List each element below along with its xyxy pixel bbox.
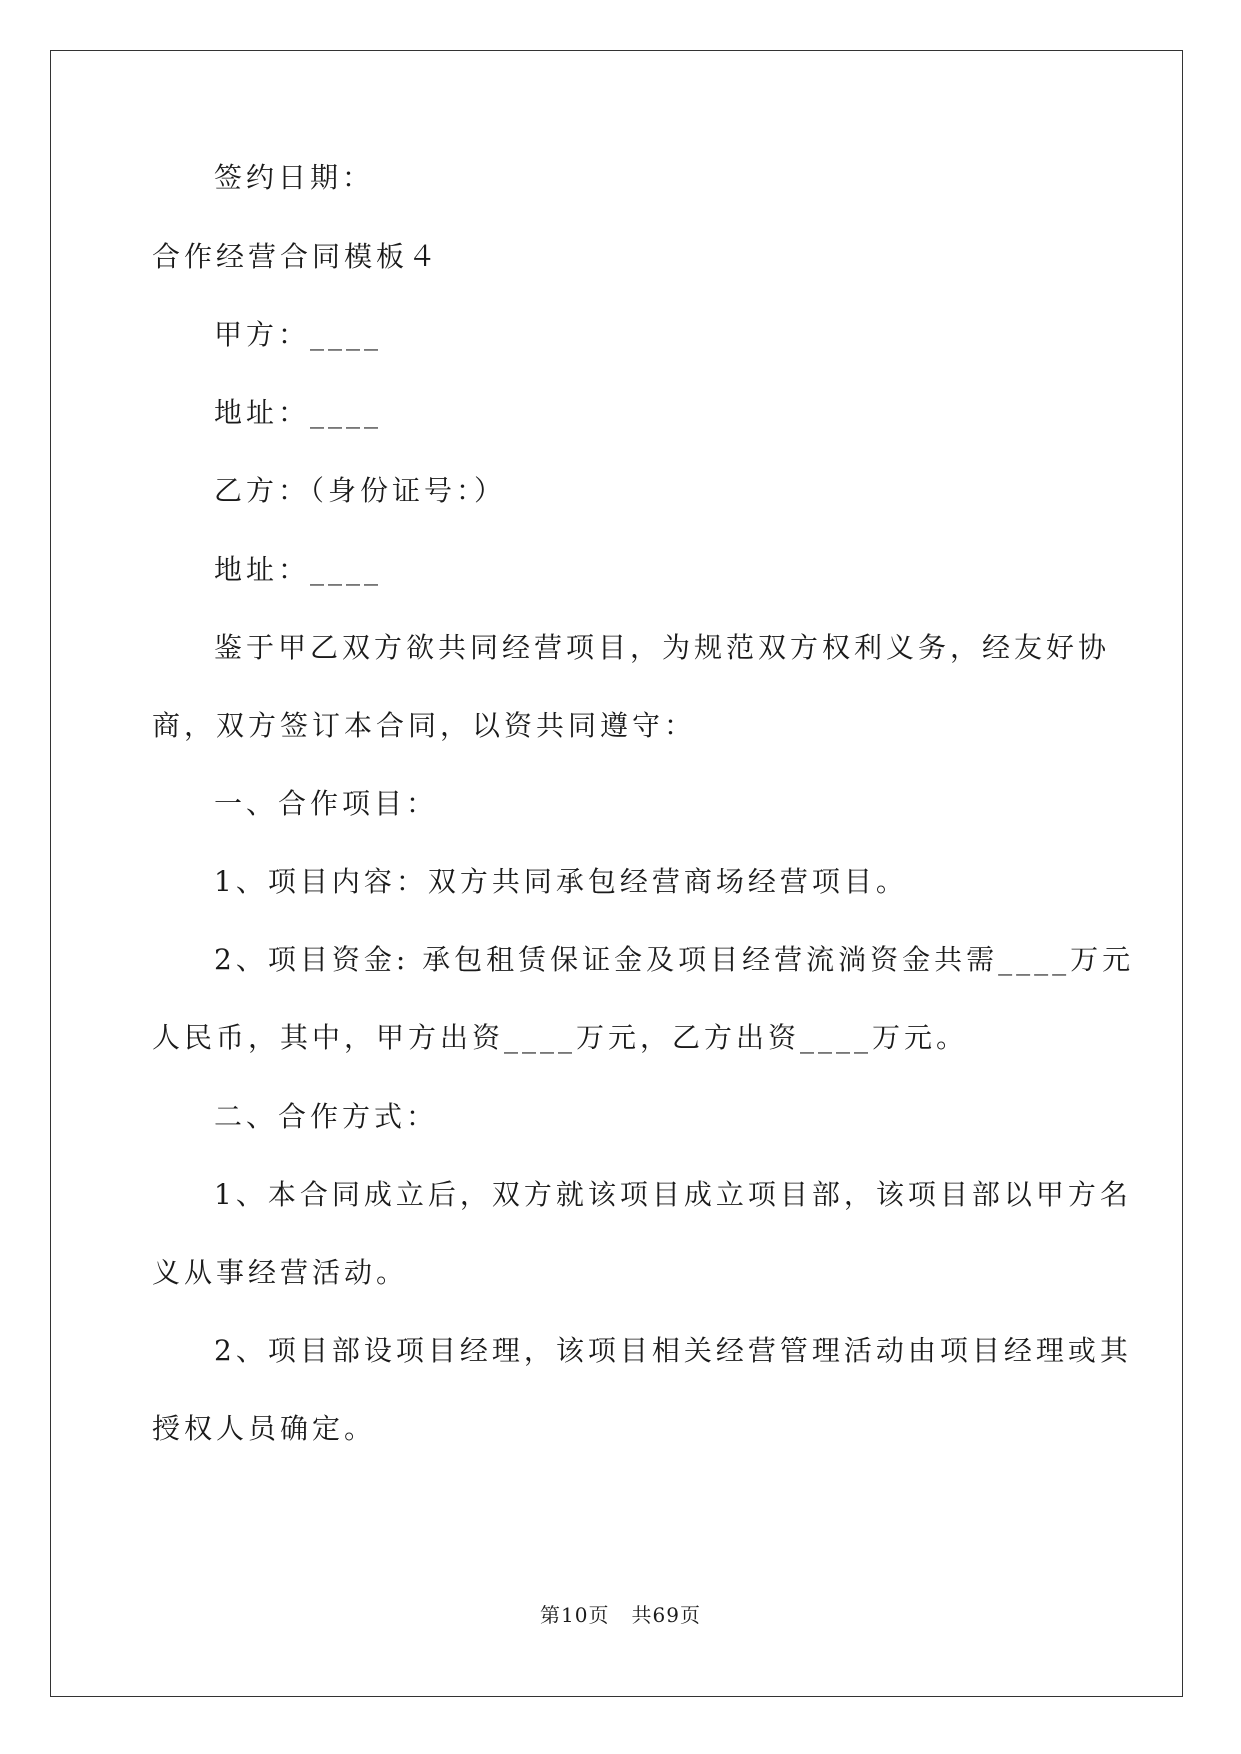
- clause-1-item-2-line-1: 2、项目资金: 承包租赁保证金及项目经营流淌资金共需____万元: [214, 943, 1135, 976]
- signing-date-label: 签约日期：: [214, 161, 375, 194]
- party-a-address-line: 地址：____: [214, 396, 383, 429]
- page-total: 共69页: [631, 1603, 701, 1627]
- page-number: 第10页: [540, 1603, 610, 1627]
- page-footer: [0, 1601, 1241, 1629]
- clause-2-item-1-line-1: 1、本合同成立后，双方就该项目成立项目部，该项目部以甲方名: [214, 1178, 1132, 1211]
- clause-1-heading: 一、合作项目：: [214, 787, 439, 820]
- party-b-line: 乙方：（身份证号：）: [214, 474, 507, 507]
- clause-2-heading: 二、合作方式：: [214, 1100, 439, 1133]
- clause-2-item-2-line-1: 2、项目部设项目经理，该项目相关经营管理活动由项目经理或其: [214, 1334, 1132, 1367]
- clause-1-item-2-line-2: 人民币，其中，甲方出资____万元，乙方出资____万元。: [152, 1021, 969, 1054]
- section-title: 合作经营合同模板４: [152, 240, 441, 273]
- party-b-address-line: 地址：____: [214, 553, 383, 586]
- preamble-line-2: 商，双方签订本合同，以资共同遵守：: [152, 709, 697, 742]
- preamble-line-1: 鉴于甲乙双方欲共同经营项目，为规范双方权利义务，经友好协: [214, 631, 1111, 664]
- clause-1-item-1: 1、项目内容：双方共同承包经营商场经营项目。: [214, 865, 908, 898]
- party-a-line: 甲方：____: [214, 318, 383, 351]
- clause-2-item-1-line-2: 义从事经营活动。: [152, 1256, 409, 1289]
- clause-2-item-2-line-2: 授权人员确定。: [152, 1412, 377, 1445]
